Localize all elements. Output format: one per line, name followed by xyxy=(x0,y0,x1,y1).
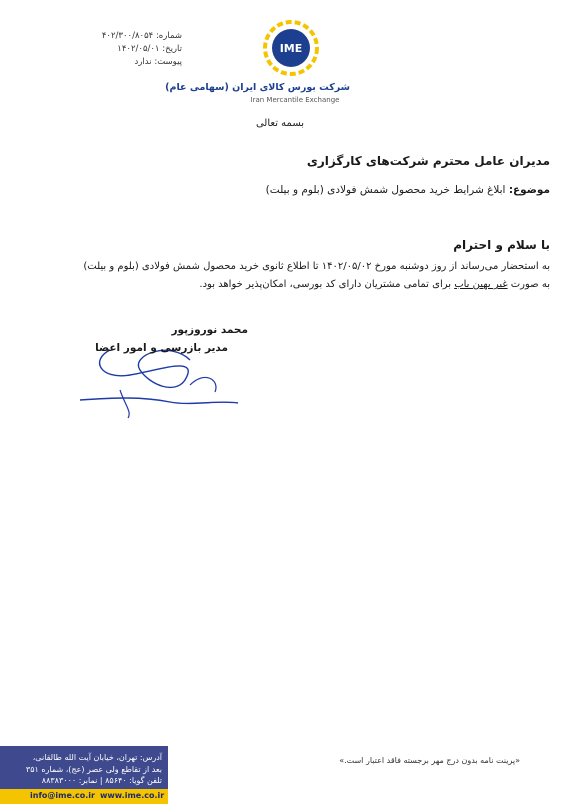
body-paragraph xyxy=(50,258,550,294)
company-name-fa: شرکت بورس کالای ایران (سهامی عام) xyxy=(165,82,350,93)
letter-number: شماره: ۴۰۲/۳۰۰/۸۰۵۴ xyxy=(101,31,182,41)
company-name-en: Iran Mercantile Exchange xyxy=(250,96,340,104)
footer-email-link[interactable]: info@ime.co.ir xyxy=(30,791,95,800)
footer-footnote: «پرینت نامه بدون درج مهر برجسته فاقد اعتبار است.» xyxy=(339,756,520,765)
svg-text:IME: IME xyxy=(279,42,303,55)
signatory-title: مدیر بازرسی و امور اعضا xyxy=(95,342,228,354)
ime-emblem-icon xyxy=(263,20,319,76)
company-logo xyxy=(165,20,350,110)
letter-meta xyxy=(62,30,182,69)
footer-address: آدرس: تهران، خیابان آیت الله طالقانی، بعد از تقاطع ولی عصر (عج)، شماره ۳۵۱ تلفن گویا: ۸۵۶۴۰ | نمابر: ۸۸۳۸۳۰۰۰ xyxy=(25,753,162,785)
greeting: با سلام و احترام xyxy=(453,238,550,252)
body-line-1: به استحضار می‌رساند از روز دوشنبه مورخ ۱۴۰۲/۰۵/۰۲ تا اطلاع ثانوی خرید محصول شمش فولادی (بلوم و بیلت) xyxy=(83,261,550,272)
subject-text: ابلاغ شرایط خرید محصول شمش فولادی (بلوم و بیلت) xyxy=(265,184,506,196)
letter-attachment: پیوست: ندارد xyxy=(134,57,182,67)
subject-label: موضوع: xyxy=(508,184,550,196)
recipient-heading: مدیران عامل محترم شرکت‌های کارگزاری xyxy=(306,154,550,168)
bismillah: بسمه تعالی xyxy=(255,118,305,129)
signatory-name: محمد نوروزپور xyxy=(171,324,248,336)
underlined-term: غیر بهین یاب xyxy=(454,279,508,290)
footer-website-link[interactable]: www.ime.co.ir xyxy=(100,791,165,800)
subject-line xyxy=(110,184,550,196)
body-line-2: به صورت غیر بهین یاب برای تمامی مشتریان دارای کد بورسی، امکان‌پذیر خواهد بود. xyxy=(199,279,550,290)
letter-date: تاریخ: ۱۴۰۲/۰۵/۰۱ xyxy=(117,44,182,54)
footer-links-bar xyxy=(0,789,168,804)
